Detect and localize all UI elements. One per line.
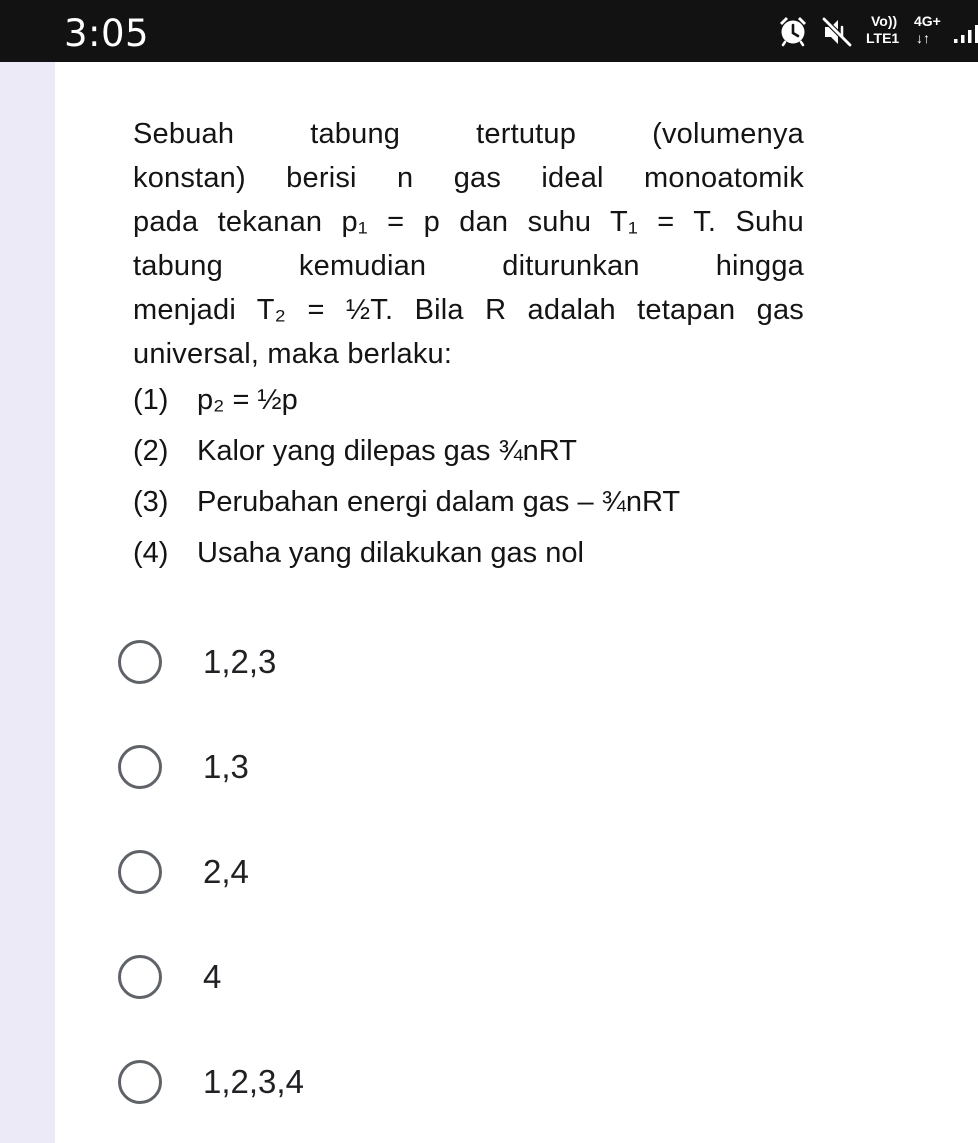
statement-number: (4) (133, 537, 169, 569)
statement-text: Usaha yang dilakukan gas nol (197, 537, 584, 569)
statement-item (133, 531, 680, 582)
radio-button[interactable] (118, 1060, 162, 1104)
option-label: 1,2,3,4 (203, 1063, 304, 1100)
answer-option[interactable] (118, 1060, 718, 1116)
radio-button[interactable] (118, 955, 162, 999)
status-bar (0, 0, 978, 62)
question-line: Sebuah tabung tertutup (volumenya (133, 118, 804, 150)
answer-option[interactable] (118, 850, 718, 906)
option-label: 2,4 (203, 853, 249, 890)
statement-text: Perubahan energi dalam gas – ¾nRT (197, 486, 681, 518)
question-line: konstan) berisi n gas ideal monoatomik (133, 162, 804, 194)
statement-text: p₂ = ½p (197, 384, 298, 416)
4g-label: 4G+ (914, 13, 941, 29)
signal-icon (953, 24, 978, 46)
statement-item (133, 480, 680, 531)
volte-label: Vo)) (871, 13, 898, 29)
statement-text: Kalor yang dilepas gas ¾nRT (197, 435, 577, 467)
radio-button[interactable] (118, 745, 162, 789)
mute-icon (821, 16, 853, 48)
statement-number: (3) (133, 486, 169, 518)
question-text (133, 112, 804, 376)
answer-option[interactable] (118, 640, 718, 696)
option-label: 4 (203, 958, 222, 995)
alarm-icon (776, 14, 810, 48)
question-line: universal, maka berlaku: (133, 338, 453, 370)
radio-button[interactable] (118, 850, 162, 894)
question-line: tabung kemudian diturunkan hingga (133, 250, 804, 282)
statement-list (133, 378, 680, 582)
status-time: 3:05 (64, 12, 150, 55)
option-label: 1,2,3 (203, 643, 277, 680)
question-line: pada tekanan p₁ = p dan suhu T₁ = T. Suhu (133, 206, 804, 238)
option-label: 1,3 (203, 748, 249, 785)
statement-item (133, 429, 680, 480)
lte-label: LTE1 (866, 30, 900, 46)
answer-option[interactable] (118, 955, 718, 1011)
side-panel (0, 62, 55, 1143)
statement-number: (1) (133, 384, 169, 416)
question-line: menjadi T₂ = ½T. Bila R adalah tetapan gas (133, 294, 804, 326)
data-arrows-icon: ↓↑ (916, 30, 930, 46)
answer-option[interactable] (118, 745, 718, 801)
statement-item (133, 378, 680, 429)
statement-number: (2) (133, 435, 169, 467)
radio-button[interactable] (118, 640, 162, 684)
